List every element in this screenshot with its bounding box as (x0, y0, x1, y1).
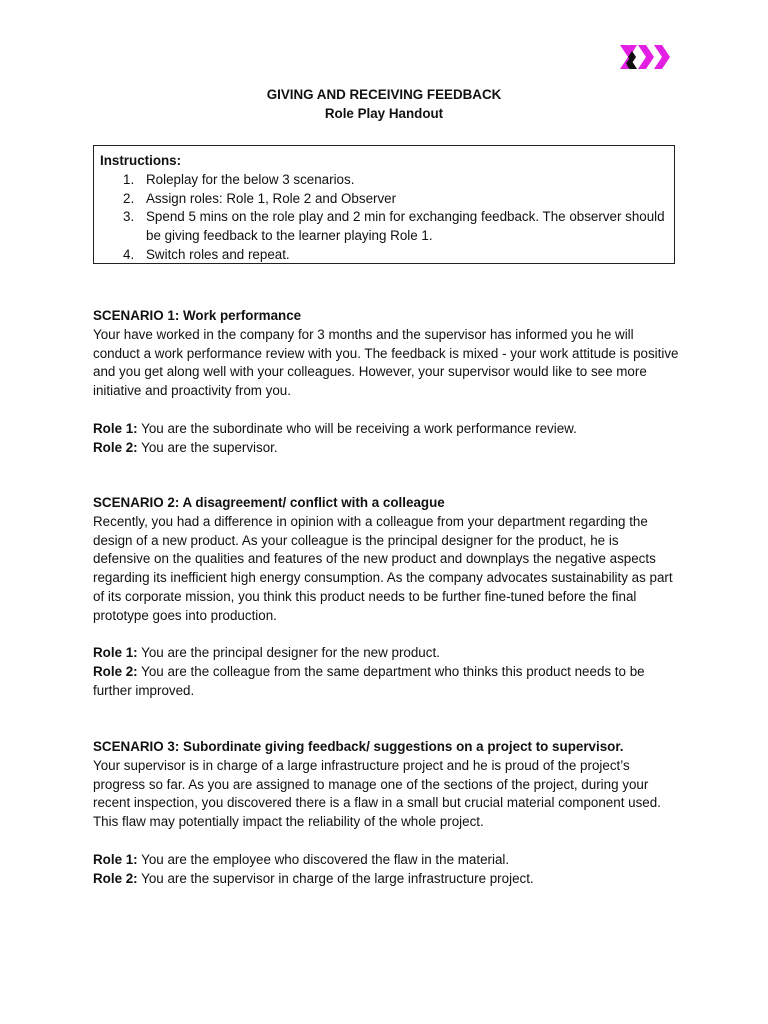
scenario-body: Your supervisor is in charge of a large infrastructure project and he is proud of the project’s progress so far. As you are assigned to manage one of the sections of the project, during your recent inspection, you discovered there is a flaw in a small but crucial material component used. This flaw may potentially impact the reliability of the whole project. (93, 757, 661, 830)
instruction-item (100, 171, 668, 190)
scenario-role-1 (93, 851, 679, 870)
role-label: Role 1: (93, 420, 138, 436)
instructions-list (100, 171, 668, 265)
role-label: Role 2: (93, 439, 138, 455)
role-label: Role 1: (93, 645, 138, 661)
role-text: You are the colleague from the same department who thinks this product needs to be further improved. (93, 664, 645, 698)
scenario-3 (93, 738, 679, 888)
scenario-body: Recently, you had a difference in opinion with a colleague from your department regarding the design of a new product. As your colleague is the principal designer for the product, he is defensive on the qualities and features of the new product and downplays the negative aspects regarding its inefficient high energy consumption. As the company advocates sustainability as part of its corporate mission, you think this product needs to be further fine-tuned before the final prototype goes into production. (93, 513, 673, 623)
role-text: You are the principal designer for the new product. (137, 645, 440, 661)
role-text: You are the supervisor. (137, 439, 278, 455)
instruction-text: Roleplay for the below 3 scenarios. (146, 171, 355, 187)
instruction-item (100, 208, 668, 246)
scenario-body: Your have worked in the company for 3 months and the supervisor has informed you he will conduct a work performance review with you. The feedback is mixed - your work attitude is positive and you get along well with your colleagues. However, your supervisor would like to see more initiative and proactivity from you. (93, 326, 679, 399)
instruction-text: Assign roles: Role 1, Role 2 and Observer (146, 190, 397, 206)
scenario-heading: SCENARIO 3: Subordinate giving feedback/ suggestions on a project to supervisor. (93, 739, 624, 754)
role-text: You are the subordinate who will be receiving a work performance review. (137, 420, 577, 436)
page-title: GIVING AND RECEIVING FEEDBACK (266, 87, 502, 102)
scenario-role-1 (93, 420, 679, 439)
instruction-text: Spend 5 mins on the role play and 2 min for exchanging feedback. The observer should be giving feedback to the learner playing Role 1. (146, 209, 665, 244)
scenario-role-2 (93, 870, 679, 889)
instruction-item (100, 190, 668, 209)
role-label: Role 1: (93, 851, 138, 867)
scenario-2 (93, 494, 679, 701)
double-chevron-logo-icon (618, 44, 674, 70)
scenario-role-1 (93, 644, 679, 663)
scenario-role-2 (93, 439, 679, 458)
scenario-1 (93, 307, 679, 457)
instruction-number: 3. (123, 209, 135, 225)
instruction-number: 2. (123, 190, 135, 206)
role-text: You are the employee who discovered the flaw in the material. (137, 851, 510, 867)
instructions-title: Instructions: (100, 153, 182, 168)
instructions-box (93, 145, 675, 264)
role-label: Role 2: (93, 664, 138, 680)
scenario-heading: SCENARIO 2: A disagreement/ conflict with a colleague (93, 495, 445, 510)
instruction-number: 4. (123, 246, 135, 262)
role-label: Role 2: (93, 870, 138, 886)
scenario-role-2 (93, 663, 679, 701)
instruction-number: 1. (123, 171, 135, 187)
instruction-text: Switch roles and repeat. (146, 246, 290, 262)
scenario-heading: SCENARIO 1: Work performance (93, 308, 302, 323)
page-subtitle: Role Play Handout (324, 106, 444, 121)
instruction-item (100, 246, 668, 265)
role-text: You are the supervisor in charge of the large infrastructure project. (137, 870, 534, 886)
